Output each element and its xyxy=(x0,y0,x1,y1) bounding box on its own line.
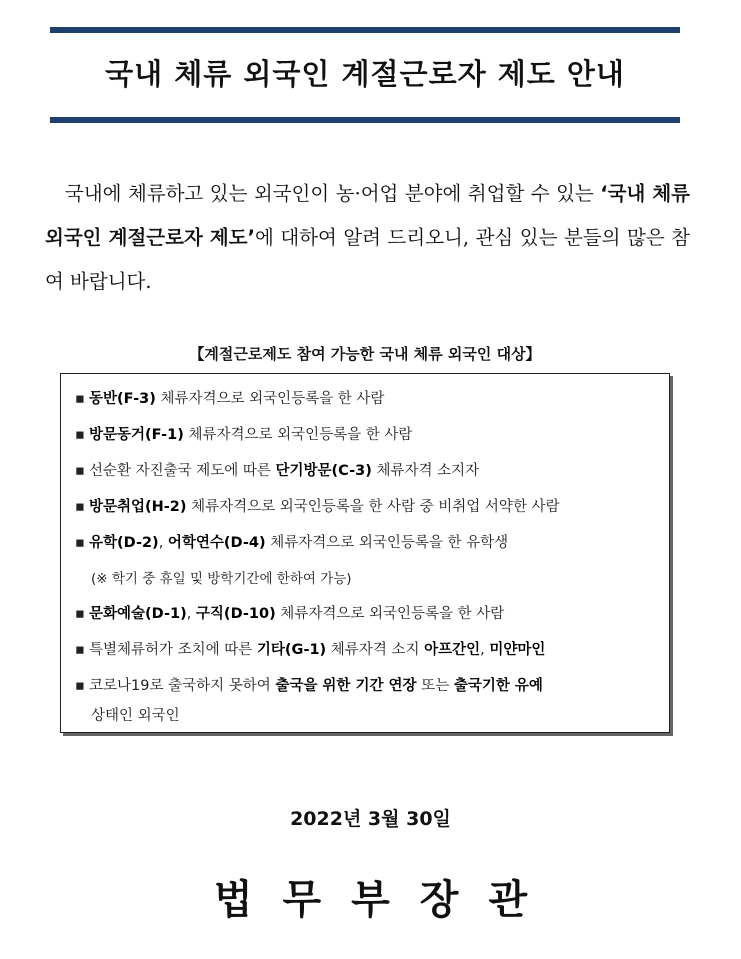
list-item xyxy=(75,459,665,480)
list-item xyxy=(75,495,665,516)
bullet-icon: ▪ xyxy=(75,391,85,407)
item-continuation: 상태인 외국인 xyxy=(91,708,180,724)
list-item xyxy=(75,602,665,623)
signer-title: 법무부장관 xyxy=(213,876,558,923)
bullet-icon: ▪ xyxy=(75,606,85,622)
item-text: 체류자격으로 외국인등록을 한 사람 xyxy=(155,391,385,407)
list-item xyxy=(75,531,665,552)
highlight-text: 출국을 위한 기간 연장 xyxy=(275,678,417,694)
eligibility-box xyxy=(60,373,670,733)
item-text: 체류자격으로 외국인등록을 한 사람 중 비취업 서약한 사람 xyxy=(186,499,560,515)
item-prefix: 선순환 자진출국 제도에 따른 xyxy=(89,463,276,479)
list-note: (※ 학기 중 휴일 및 방학기간에 한하여 가능) xyxy=(91,571,352,587)
issue-date: 2022년 3월 30일 xyxy=(290,808,451,830)
item-text: 체류자격 소지 xyxy=(326,642,425,658)
bullet-icon: ▪ xyxy=(75,427,85,443)
visa-type: 동반(F-3) xyxy=(89,391,156,407)
nationality: 아프간인 xyxy=(424,642,481,658)
bullet-icon: ▪ xyxy=(75,642,85,658)
visa-type: 유학(D-2) xyxy=(89,535,159,551)
intro-emphasis: ‘국내 체류 외국인 계절근로자 제도’ xyxy=(45,182,691,249)
item-text: 체류자격 소지자 xyxy=(371,463,480,479)
visa-type: 문화예술(D-1) xyxy=(89,606,187,622)
visa-type: 어학연수(D-4) xyxy=(167,535,266,551)
eligibility-heading: 【계절근로제도 참여 가능한 국내 체류 외국인 대상】 xyxy=(189,345,541,363)
bottom-rule xyxy=(50,117,680,123)
highlight-text: 출국기한 유예 xyxy=(453,678,543,694)
intro-paragraph xyxy=(45,172,690,304)
separator: , xyxy=(158,535,168,551)
bullet-icon: ▪ xyxy=(75,499,85,515)
intro-line-1: 국내에 체류하고 있는 외국인이 농·어업 분야에 취업할 수 있는 xyxy=(65,182,594,205)
separator: , xyxy=(480,642,490,658)
nationality: 미얀마인 xyxy=(489,642,546,658)
document-title: 국내 체류 외국인 계절근로자 제도 안내 xyxy=(105,57,625,91)
item-text: 체류자격으로 외국인등록을 한 사람 xyxy=(183,427,413,443)
list-item xyxy=(75,387,665,408)
separator: , xyxy=(186,606,196,622)
item-text: 또는 xyxy=(416,678,454,694)
visa-type: 단기방문(C-3) xyxy=(275,463,372,479)
item-text: 체류자격으로 외국인등록을 한 유학생 xyxy=(265,535,509,551)
visa-type: 방문동거(F-1) xyxy=(89,427,184,443)
bullet-icon: ▪ xyxy=(75,678,85,694)
item-text: 체류자격으로 외국인등록을 한 사람 xyxy=(275,606,505,622)
item-prefix: 코로나19로 출국하지 못하여 xyxy=(89,678,276,694)
bullet-icon: ▪ xyxy=(75,535,85,551)
item-prefix: 특별체류허가 조치에 따른 xyxy=(89,642,257,658)
top-rule xyxy=(50,27,680,33)
visa-type: 방문취업(H-2) xyxy=(89,499,187,515)
bullet-icon: ▪ xyxy=(75,463,85,479)
list-item xyxy=(75,423,665,444)
list-item xyxy=(75,638,665,659)
visa-type: 기타(G-1) xyxy=(256,642,327,658)
intro-line-2: 에 대하여 알려 드리오니, xyxy=(254,226,470,249)
list-item xyxy=(75,674,665,725)
visa-type: 구직(D-10) xyxy=(195,606,276,622)
intro-line-3: 관심 있는 분들의 많은 참여 바랍니다. xyxy=(45,226,690,293)
